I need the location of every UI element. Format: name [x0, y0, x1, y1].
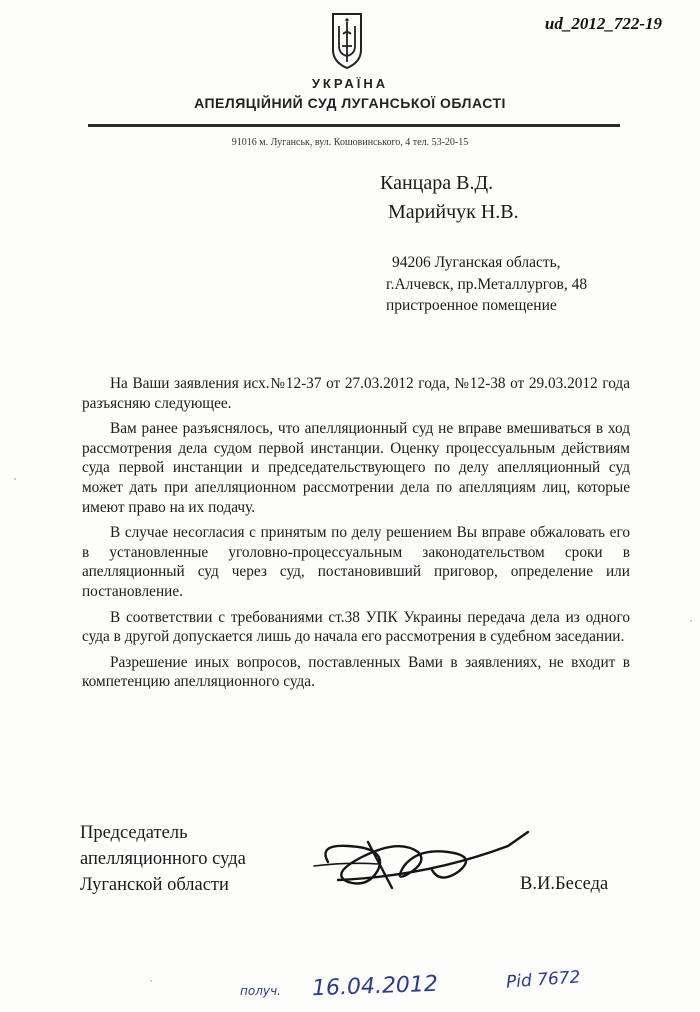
body-paragraph: На Ваши заявления исх.№12-37 от 27.03.2012 года, №12-38 от 29.03.2012 года разъясняю следующее.	[82, 375, 630, 412]
scan-speck	[690, 620, 692, 622]
received-date: 16.04.2012	[311, 971, 439, 1002]
scan-speck	[150, 980, 152, 982]
document-id: ud_2012_722-19	[544, 14, 662, 33]
court-name: АПЕЛЯЦІЙНИЙ СУД ЛУГАНСЬКОЇ ОБЛАСТІ	[194, 95, 506, 111]
signatory-name: В.И.Беседа	[520, 874, 609, 894]
country-name: УКРАЇНА	[311, 76, 389, 91]
reference-number: Pid 7672	[505, 967, 582, 993]
header-divider	[88, 124, 620, 127]
body-paragraph: Вам ранее разъяснялось, что апелляционный суд не вправе вмешиваться в ход рассмотрения дела судом первой инстанции. Оценку процессуальным действиям суда первой инстанции и председательствующего по делу апелляционный суд может дать при апелляционном рассмотрении дела по апелляциям лиц, которые имеют право на их подачу.	[82, 420, 630, 516]
coat-of-arms-icon	[330, 12, 364, 70]
recipient-name: Канцара В.Д.	[380, 172, 494, 194]
letter-body	[82, 374, 630, 698]
body-paragraph: Разрешение иных вопросов, поставленных Вами в заявлениях, не входит в компетенцию апелляционного суда.	[82, 653, 630, 691]
body-paragraph: В случае несогласия с принятым по делу решением Вы вправе обжаловать его в установленные уголовно-процессуальным законодательством сроки в апелляционный суд через суд, постановивший приговор, определение или постановление.	[82, 524, 630, 600]
court-address: 91016 м. Луганськ, вул. Кошовинського, 4 тел. 53-20-15	[231, 137, 469, 148]
signatory-title-line: апелляционного суда	[80, 849, 246, 869]
recipient-address-line: пристроенное помещение	[386, 297, 557, 314]
signatory-title-line: Луганской области	[80, 875, 229, 895]
signatory-title	[80, 820, 246, 898]
recipient-address-line: 94206 Луганская область,	[392, 254, 561, 271]
received-label: получ.	[240, 984, 281, 998]
signatory-title-line: Председатель	[80, 823, 188, 843]
body-paragraph: В соответствии с требованиями ст.38 УПК Украины передача дела из одного суда в другой допускается лишь до начала его рассмотрения в судебном заседании.	[82, 608, 630, 646]
scan-speck	[14, 478, 16, 480]
recipient-address-line: г.Алчевск, пр.Металлургов, 48	[386, 276, 588, 293]
recipient-name: Марийчук Н.В.	[388, 201, 519, 223]
